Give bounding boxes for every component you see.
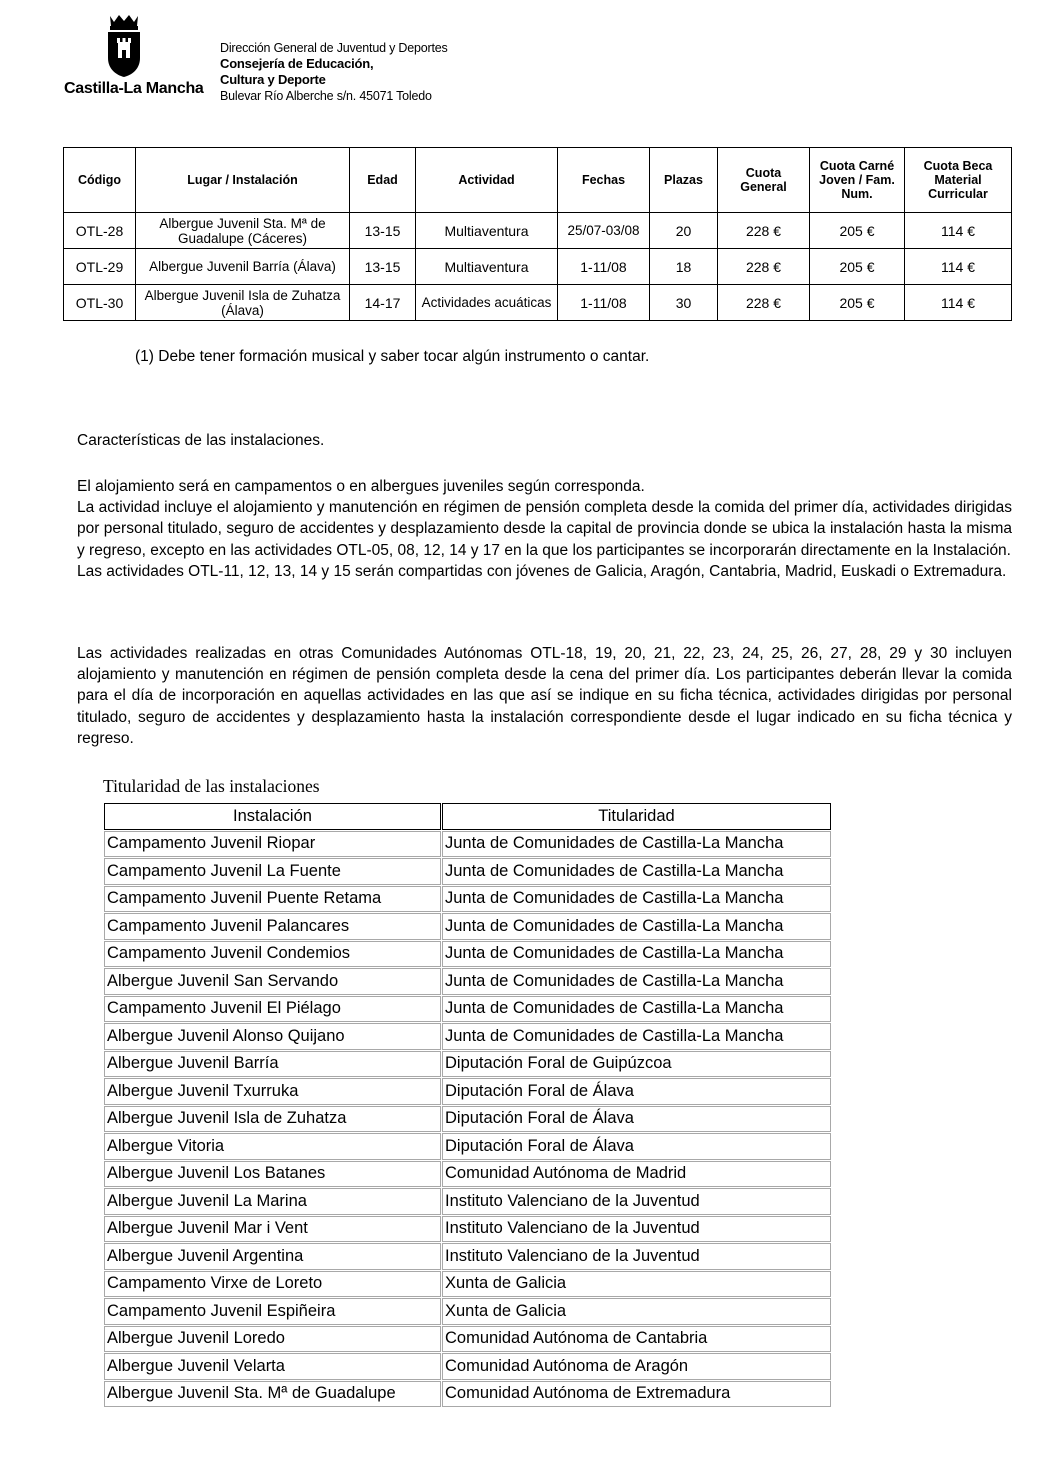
- cell-fechas: 25/07-03/08: [558, 213, 650, 249]
- cell-fechas: 1-11/08: [558, 249, 650, 285]
- cell-instalacion: Campamento Juvenil Riopar: [104, 831, 441, 858]
- cell-instalacion: Albergue Juvenil Mar i Vent: [104, 1216, 441, 1243]
- paragraph: La actividad incluye el alojamiento y manutención en régimen de pensión completa desde la comida del primer día, actividades dirigidas por personal titulado, seguro de accidentes y desplazamiento desde la capital de provincia donde se ubica la instalación hasta la misma y regreso, excepto en las actividades OTL-05, 08, 12, 14 y 17 en la que los participantes se incorporarán directamente en la Instalación.: [77, 499, 1012, 559]
- cell-actividad: Actividades acuáticas: [416, 285, 558, 321]
- cell-titularidad: Junta de Comunidades de Castilla-La Mancha: [442, 1023, 831, 1050]
- table-row: [104, 1051, 831, 1078]
- cell-titularidad: Comunidad Autónoma de Extremadura: [442, 1381, 831, 1408]
- cell-cuota-carne: 205 €: [810, 285, 905, 321]
- cell-cuota-general: 228 €: [718, 213, 810, 249]
- cell-instalacion: Campamento Juvenil Palancares: [104, 913, 441, 940]
- cell-titularidad: Comunidad Autónoma de Madrid: [442, 1161, 831, 1188]
- cell-titularidad: Diputación Foral de Álava: [442, 1078, 831, 1105]
- header-directorate: Dirección General de Juventud y Deportes: [220, 41, 448, 55]
- cell-instalacion: Albergue Juvenil Alonso Quijano: [104, 1023, 441, 1050]
- paragraph: Las actividades OTL-11, 12, 13, 14 y 15 serán compartidas con jóvenes de Galicia, Aragón, Cantabria, Madrid, Euskadi o Extremadura.: [77, 562, 1007, 580]
- cell-plazas: 20: [650, 213, 718, 249]
- cell-actividad: Multiaventura: [416, 249, 558, 285]
- table-row: [104, 1106, 831, 1133]
- table-row: [104, 1161, 831, 1188]
- cell-cuota-carne: 205 €: [810, 249, 905, 285]
- col-header-codigo: Código: [64, 148, 136, 213]
- titularidad-header-row: [104, 803, 831, 830]
- cell-instalacion: Albergue Juvenil Barría: [104, 1051, 441, 1078]
- cell-instalacion: Albergue Juvenil Argentina: [104, 1243, 441, 1270]
- cell-codigo: OTL-28: [64, 213, 136, 249]
- table-row: [64, 285, 1012, 321]
- castilla-la-mancha-logo: [60, 12, 204, 102]
- cell-cuota-beca: 114 €: [905, 249, 1012, 285]
- cell-titularidad: Instituto Valenciano de la Juventud: [442, 1243, 831, 1270]
- cell-titularidad: Junta de Comunidades de Castilla-La Mancha: [442, 886, 831, 913]
- cell-titularidad: Comunidad Autónoma de Aragón: [442, 1353, 831, 1380]
- cell-instalacion: Albergue Juvenil Txurruka: [104, 1078, 441, 1105]
- table-row: [104, 1023, 831, 1050]
- header-ministry: Consejería de Educación,: [220, 56, 374, 71]
- cell-edad: 14-17: [350, 285, 416, 321]
- cell-cuota-general: 228 €: [718, 285, 810, 321]
- caracteristicas-body: [77, 476, 1012, 582]
- col-header-actividad: Actividad: [416, 148, 558, 213]
- activities-table: [63, 147, 1012, 321]
- cell-cuota-beca: 114 €: [905, 285, 1012, 321]
- cell-titularidad: Junta de Comunidades de Castilla-La Mancha: [442, 968, 831, 995]
- cell-titularidad: Xunta de Galicia: [442, 1271, 831, 1298]
- header-address: Bulevar Río Alberche s/n. 45071 Toledo: [220, 89, 432, 103]
- header-ministry-cont: Cultura y Deporte: [220, 72, 326, 87]
- table-row: [104, 1298, 831, 1325]
- col-header-edad: Edad: [350, 148, 416, 213]
- cell-fechas: 1-11/08: [558, 285, 650, 321]
- table-row: [104, 1243, 831, 1270]
- cell-titularidad: Junta de Comunidades de Castilla-La Mancha: [442, 858, 831, 885]
- table-caption: Titularidad de las instalaciones: [103, 776, 320, 796]
- cell-cuota-beca: 114 €: [905, 213, 1012, 249]
- col-header-titularidad: Titularidad: [442, 803, 831, 830]
- table-row: [104, 1188, 831, 1215]
- table-row: [104, 968, 831, 995]
- paragraph: El alojamiento será en campamentos o en albergues juveniles según corresponda.: [77, 478, 645, 495]
- otras-comunidades-body: [77, 643, 1012, 749]
- activities-header-row: [64, 148, 1012, 213]
- cell-instalacion: Albergue Juvenil La Marina: [104, 1188, 441, 1215]
- cell-instalacion: Campamento Virxe de Loreto: [104, 1271, 441, 1298]
- table-row: [104, 1381, 831, 1408]
- section-title: Características de las instalaciones.: [77, 432, 325, 449]
- col-header-cuota-carne-joven: Cuota Carné Joven / Fam. Num.: [810, 148, 905, 213]
- col-header-cuota-beca: Cuota Beca Material Curricular: [905, 148, 1012, 213]
- cell-instalacion: Campamento Juvenil Espiñeira: [104, 1298, 441, 1325]
- cell-instalacion: Albergue Juvenil Isla de Zuhatza: [104, 1106, 441, 1133]
- table-row: [104, 913, 831, 940]
- table-row: [104, 941, 831, 968]
- cell-codigo: OTL-30: [64, 285, 136, 321]
- cell-edad: 13-15: [350, 213, 416, 249]
- col-header-instalacion: Instalación: [104, 803, 441, 830]
- cell-titularidad: Instituto Valenciano de la Juventud: [442, 1216, 831, 1243]
- table-row: [104, 858, 831, 885]
- logo-text: Castilla-La Mancha: [64, 80, 204, 97]
- cell-instalacion: Albergue Juvenil Los Batanes: [104, 1161, 441, 1188]
- cell-titularidad: Junta de Comunidades de Castilla-La Mancha: [442, 831, 831, 858]
- cell-titularidad: Comunidad Autónoma de Cantabria: [442, 1326, 831, 1353]
- cell-plazas: 18: [650, 249, 718, 285]
- table-row: [104, 1133, 831, 1160]
- table-row: [104, 1216, 831, 1243]
- cell-lugar: Albergue Juvenil Isla de Zuhatza (Álava): [136, 285, 350, 321]
- cell-lugar: Albergue Juvenil Barría (Álava): [136, 249, 350, 285]
- table-row: [64, 249, 1012, 285]
- cell-titularidad: Instituto Valenciano de la Juventud: [442, 1188, 831, 1215]
- table-row: [104, 831, 831, 858]
- table-row: [104, 1078, 831, 1105]
- cell-instalacion: Albergue Vitoria: [104, 1133, 441, 1160]
- col-header-fechas: Fechas: [558, 148, 650, 213]
- footnote: (1) Debe tener formación musical y saber tocar algún instrumento o cantar.: [135, 348, 650, 365]
- cell-lugar: Albergue Juvenil Sta. Mª de Guadalupe (Cáceres): [136, 213, 350, 249]
- table-row: [104, 886, 831, 913]
- table-row: [64, 213, 1012, 249]
- cell-titularidad: Xunta de Galicia: [442, 1298, 831, 1325]
- paragraph: Las actividades realizadas en otras Comunidades Autónomas OTL-18, 19, 20, 21, 22, 23, 24, 25, 26, 27, 28, 29 y 30 incluyen alojamiento y manutención en régimen de pensión completa desde la cena del primer día. Los participantes deberán llevar la comida para el día de incorporación en aquellas actividades en las que así se indique en su ficha técnica, actividades dirigidas por personal titulado, seguro de accidentes y desplazamiento hasta la instalación correspondiente desde el lugar indicado en su ficha técnica y regreso.: [77, 645, 1012, 747]
- cell-titularidad: Junta de Comunidades de Castilla-La Mancha: [442, 913, 831, 940]
- cell-instalacion: Albergue Juvenil Loredo: [104, 1326, 441, 1353]
- cell-plazas: 30: [650, 285, 718, 321]
- cell-instalacion: Campamento Juvenil El Piélago: [104, 996, 441, 1023]
- cell-cuota-general: 228 €: [718, 249, 810, 285]
- table-row: [104, 1353, 831, 1380]
- titularidad-body: [104, 831, 831, 1408]
- cell-codigo: OTL-29: [64, 249, 136, 285]
- header-address-block: [220, 40, 448, 104]
- cell-titularidad: Junta de Comunidades de Castilla-La Mancha: [442, 941, 831, 968]
- col-header-cuota-general: Cuota General: [718, 148, 810, 213]
- cell-instalacion: Campamento Juvenil La Fuente: [104, 858, 441, 885]
- table-row: [104, 1326, 831, 1353]
- coat-of-arms-icon: [102, 12, 146, 78]
- col-header-plazas: Plazas: [650, 148, 718, 213]
- table-row: [104, 996, 831, 1023]
- cell-instalacion: Campamento Juvenil Puente Retama: [104, 886, 441, 913]
- cell-instalacion: Albergue Juvenil Sta. Mª de Guadalupe: [104, 1381, 441, 1408]
- col-header-lugar: Lugar / Instalación: [136, 148, 350, 213]
- cell-titularidad: Junta de Comunidades de Castilla-La Mancha: [442, 996, 831, 1023]
- cell-titularidad: Diputación Foral de Álava: [442, 1106, 831, 1133]
- cell-instalacion: Albergue Juvenil San Servando: [104, 968, 441, 995]
- cell-actividad: Multiaventura: [416, 213, 558, 249]
- cell-titularidad: Diputación Foral de Guipúzcoa: [442, 1051, 831, 1078]
- table-row: [104, 1271, 831, 1298]
- cell-instalacion: Albergue Juvenil Velarta: [104, 1353, 441, 1380]
- cell-edad: 13-15: [350, 249, 416, 285]
- cell-titularidad: Diputación Foral de Álava: [442, 1133, 831, 1160]
- titularidad-table: [103, 802, 832, 1408]
- cell-cuota-carne: 205 €: [810, 213, 905, 249]
- cell-instalacion: Campamento Juvenil Condemios: [104, 941, 441, 968]
